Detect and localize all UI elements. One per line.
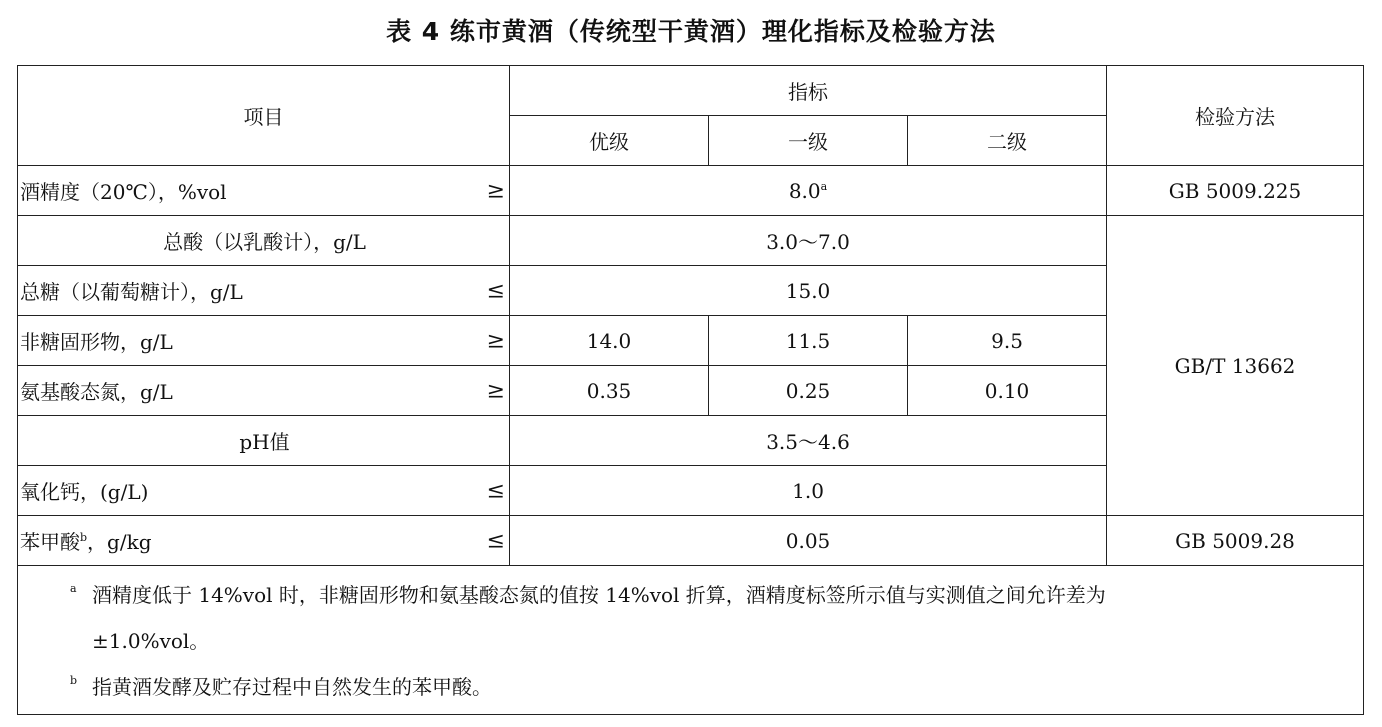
- row-value: 8.0: [788, 178, 821, 203]
- row-item-label: 氨基酸态氮，g/L: [20, 380, 173, 404]
- row-method: GB 5009.28: [1107, 516, 1364, 566]
- comparison-symbol: ≤: [486, 478, 505, 503]
- row-value-premium: 0.35: [510, 366, 709, 416]
- row-item-label: pH值: [239, 430, 290, 454]
- row-method: GB 5009.225: [1107, 166, 1364, 216]
- row-value-first: 0.25: [709, 366, 908, 416]
- footnote-ref-a: a: [820, 179, 828, 193]
- spec-table: [17, 65, 1364, 715]
- row-item-cell: [18, 166, 510, 216]
- comparison-symbol: ≥: [486, 378, 505, 403]
- table-title: 表 4 练市黄酒（传统型干黄酒）理化指标及检验方法: [386, 17, 996, 46]
- row-item-label: 氧化钙，(g/L): [20, 480, 149, 504]
- row-value-first: 11.5: [709, 316, 908, 366]
- footnote-b: [18, 664, 1363, 710]
- row-item-unit: ，g/kg: [87, 530, 152, 554]
- footnote-a-text: 酒精度低于 14%vol 时，非糖固形物和氨基酸态氮的值按 14%vol 折算，酒精度标签所示值与实测值之间允许差为: [92, 583, 1106, 607]
- row-value-cell: [510, 166, 1107, 216]
- comparison-symbol: ≥: [486, 178, 505, 203]
- footnote-a-mark: a: [70, 582, 77, 595]
- comparison-symbol: ≥: [486, 328, 505, 353]
- row-item-label: 苯甲酸: [20, 530, 80, 554]
- row-method-merged: GB/T 13662: [1107, 216, 1364, 516]
- row-value-second: 9.5: [908, 316, 1107, 366]
- footnote-b-mark: b: [70, 674, 78, 687]
- table-row: [18, 516, 1364, 566]
- header-row-1: [18, 66, 1364, 116]
- row-value-second: 0.10: [908, 366, 1107, 416]
- row-item-cell: [18, 216, 510, 266]
- row-value-premium: 14.0: [510, 316, 709, 366]
- row-item-cell: [18, 316, 510, 366]
- footnotes-cell: [18, 566, 1364, 715]
- row-item-cell: [18, 266, 510, 316]
- row-value: 0.05: [510, 516, 1107, 566]
- header-item: 项目: [18, 66, 510, 166]
- header-grade-premium: 优级: [510, 116, 709, 166]
- footnotes-row: [18, 566, 1364, 715]
- row-item-label: 酒精度（20℃），%vol: [20, 180, 227, 204]
- footnote-ref-b: b: [80, 531, 88, 544]
- row-item-label: 总糖（以葡萄糖计），g/L: [20, 280, 243, 304]
- footnote-b-text: 指黄酒发酵及贮存过程中自然发生的苯甲酸。: [92, 675, 492, 699]
- footnote-a-continuation: ±1.0%vol。: [92, 629, 210, 653]
- row-item-label: 非糖固形物，g/L: [20, 330, 173, 354]
- row-item-label: 总酸（以乳酸计），g/L: [163, 230, 366, 254]
- row-item-cell: [18, 416, 510, 466]
- row-value: 3.0～7.0: [510, 216, 1107, 266]
- header-grade-first: 一级: [709, 116, 908, 166]
- row-item-cell: [18, 516, 510, 566]
- row-item-cell: [18, 366, 510, 416]
- comparison-symbol: ≤: [486, 528, 505, 553]
- row-value: 15.0: [510, 266, 1107, 316]
- footnote-a: [18, 572, 1363, 618]
- table-row: [18, 166, 1364, 216]
- row-item-cell: [18, 466, 510, 516]
- header-indicator: 指标: [510, 66, 1107, 116]
- row-value: 3.5～4.6: [510, 416, 1107, 466]
- comparison-symbol: ≤: [486, 278, 505, 303]
- header-method: 检验方法: [1107, 66, 1364, 166]
- row-value: 1.0: [510, 466, 1107, 516]
- table-row: [18, 216, 1364, 266]
- header-grade-second: 二级: [908, 116, 1107, 166]
